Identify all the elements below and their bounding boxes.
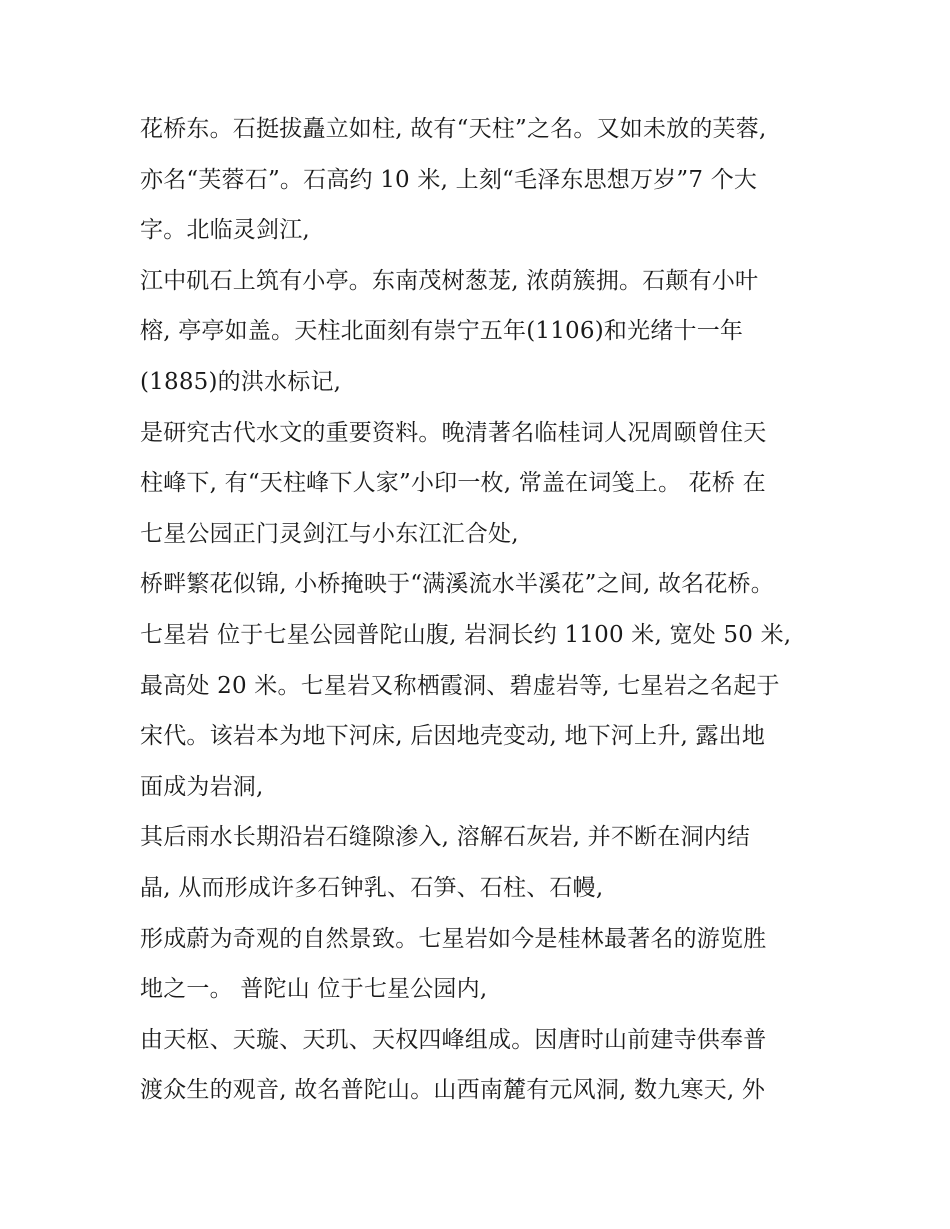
text-line: 花桥东。石挺拔矗立如柱, 故有“天柱”之名。又如未放的芙蓉, bbox=[140, 116, 767, 142]
text-line: 柱峰下, 有“天柱峰下人家”小印一枚, 常盖在词笺上。 花桥 在 bbox=[140, 470, 766, 497]
text-line: (1885)的洪水标记, bbox=[140, 368, 342, 395]
text-line: 字。北临灵剑江, bbox=[140, 217, 310, 244]
text-line: 江中矶石上筑有小亭。东南茂树葱茏, 浓荫簇拥。石颠有小叶 bbox=[140, 267, 759, 294]
body-text bbox=[140, 104, 820, 1116]
text-line: 晶, 从而形成许多石钟乳、石笋、石柱、石幔, bbox=[140, 874, 604, 901]
text-line: 七星公园正门灵剑江与小东江汇合处, bbox=[140, 520, 519, 547]
text-line: 宋代。该岩本为地下河床, 后因地壳变动, 地下河上升, 露出地 bbox=[140, 723, 766, 750]
text-line: 地之一。 普陀山 位于七星公园内, bbox=[140, 976, 488, 1003]
text-line: 最高处 20 米。七星岩又称栖霞洞、碧虚岩等, 七星岩之名起于 bbox=[140, 672, 780, 699]
text-line: 面成为岩洞, bbox=[140, 773, 264, 800]
text-line: 是研究古代水文的重要资料。晚清著名临桂词人况周颐曾住天 bbox=[140, 419, 767, 446]
text-line: 桥畔繁花似锦, 小桥掩映于“满溪流水半溪花”之间, 故名花桥。 bbox=[140, 571, 774, 598]
text-line: 渡众生的观音, 故名普陀山。山西南麓有元风洞, 数九寒天, 外 bbox=[140, 1077, 766, 1104]
text-line: 形成蔚为奇观的自然景致。七星岩如今是桂林最著名的游览胜 bbox=[140, 925, 767, 952]
text-line: 亦名“芙蓉石”。石高约 10 米, 上刻“毛泽东思想万岁”7 个大 bbox=[140, 166, 758, 193]
text-line: 榕, 亭亭如盖。天柱北面刻有崇宁五年(1106)和光绪十一年 bbox=[140, 318, 744, 345]
text-line: 其后雨水长期沿岩石缝隙渗入, 溶解石灰岩, 并不断在洞内结 bbox=[140, 824, 751, 851]
text-line: 由天枢、天璇、天玑、天权四峰组成。因唐时山前建寺供奉普 bbox=[140, 1026, 767, 1053]
text-line: 七星岩 位于七星公园普陀山腹, 岩洞长约 1100 米, 宽处 50 米, bbox=[140, 621, 792, 648]
